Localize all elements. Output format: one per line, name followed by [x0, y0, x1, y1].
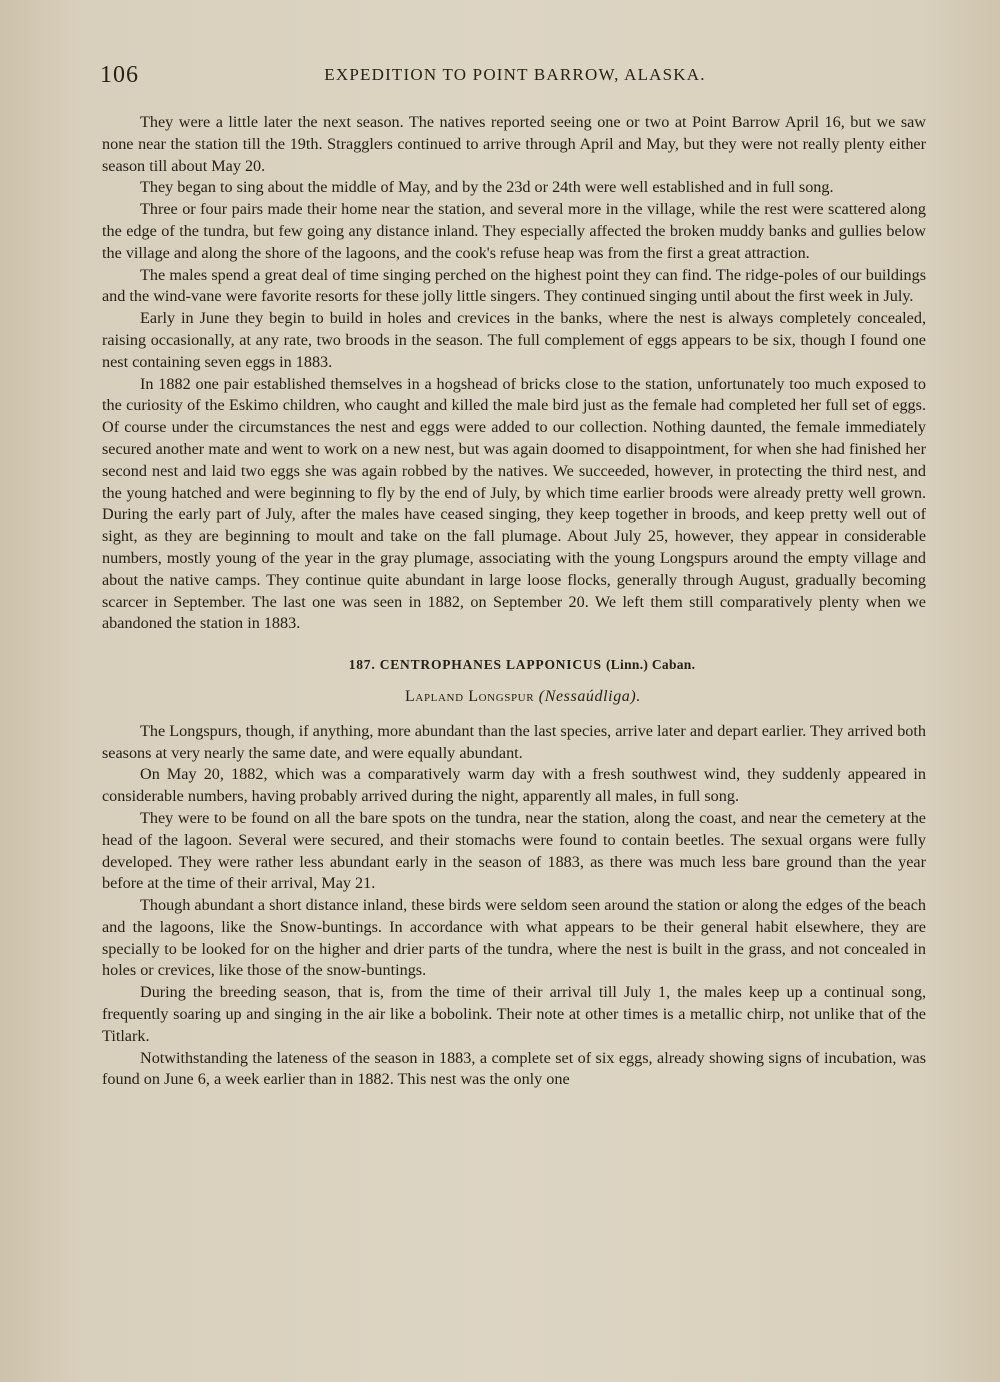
page-number: 106: [100, 62, 139, 88]
paragraph: They began to sing about the middle of May, and by the 23d or 24th were well established and in full song.: [140, 178, 834, 197]
paragraph: The males spend a great deal of time singing perched on the highest point they can find. The ridge-poles of our buildings and the wind-vane were favorite resorts for these jolly little singers. They continued singing until about the first week in July.: [102, 265, 926, 306]
paragraph: Three or four pairs made their home near the station, and several more in the village, while the rest were scattered along the edge of the tundra, but few going any distance inland. They especially affected the broken muddy banks and gullies below the village and along the shore of the lagoons, and the cook's refuse heap was from the first a great attraction.: [102, 200, 926, 262]
paragraph: In 1882 one pair established themselves in a hogshead of bricks close to the station, unfortunately too much exposed to the curiosity of the Eskimo children, who caught and killed the male bird just as the female had completed her full set of eggs. Of course under the circumstances the nest and eggs were added to our collection. Nothing daunted, the female immediately secured another mate and went to work on a new nest, but was again doomed to disappointment, for when she had finished her second nest and laid two eggs she was again robbed by the natives. We succeeded, however, in protecting the third nest, and the young hatched and were beginning to fly by the end of July, by which time earlier broods were already pretty well grown. During the early part of July, after the males have ceased singing, they keep together in broods, and keep pretty well out of sight, as they are beginning to moult and take on the fall plumage. About July 25, however, they appear in considerable numbers, mostly young of the year in the gray plumage, associating with the young Longspurs around the empty village and about the native camps. They continue quite abundant in large loose flocks, generally through August, gradually becoming scarcer in September. The last one was seen in 1882, on September 20. We left them still comparatively plenty when we abandoned the station in 1883.: [102, 374, 926, 633]
paragraph: Notwithstanding the lateness of the season in 1883, a complete set of six eggs, already showing signs of incubation, was found on June 6, a week earlier than in 1882. This nest was the only one: [102, 1048, 926, 1089]
paragraph: During the breeding season, that is, from the time of their arrival till July 1, the males keep up a continual song, frequently soaring up and singing in the air like a bobolink. Their note at other times is a metallic chirp, not unlike that of the Titlark.: [102, 983, 926, 1045]
species-authority: (Linn.) Caban.: [605, 657, 696, 673]
body-text: [102, 112, 926, 1091]
paragraph: They were a little later the next season. The natives reported seeing one or two at Point Barrow April 16, but we saw none near the station till the 19th. Stragglers continued to arrive through April and May, but they were not really plenty either season till about May 20.: [102, 113, 926, 175]
paragraph: Though abundant a short distance inland, these birds were seldom seen around the station or along the edges of the beach and the lagoons, like the Snow-buntings. In accordance with what appears to be their general habit elsewhere, they are specially to be looked for on the higher and drier parts of the tundra, where the nest is built in the grass, and not concealed in holes or crevices, like those of the snow-buntings.: [102, 896, 926, 980]
species-native-name: (Nessaúdliga).: [538, 687, 641, 705]
paragraph: The Longspurs, though, if anything, more abundant than the last species, arrive later and depart earlier. They arrived both seasons at very nearly the same date, and were equally abundant.: [102, 721, 926, 762]
paragraph: They were to be found on all the bare spots on the tundra, near the station, along the coast, and near the cemetery at the head of the lagoon. Several were secured, and their stomachs were found to contain beetles. The sexual organs were fully developed. They were rather less abundant early in the season of 1883, as there was much less bare ground than the year before at the time of their arrival, May 21.: [102, 808, 926, 893]
species-scientific-name: 187. CENTROPHANES LAPPONICUS: [348, 657, 602, 673]
running-head: EXPEDITION TO POINT BARROW, ALASKA.: [324, 65, 706, 84]
paragraph: On May 20, 1882, which was a comparatively warm day with a fresh southwest wind, they suddenly appeared in considerable numbers, having probably arrived during the night, apparently all males, in full song.: [102, 765, 926, 806]
species-common-name-line: [102, 686, 926, 708]
species-common-name: Lapland Longspur: [405, 687, 535, 705]
page-header: [100, 62, 930, 88]
paragraph: Early in June they begin to build in holes and crevices in the banks, where the nest is always completely concealed, raising occasionally, at any rate, two broods in the season. The full complement of eggs appears to be six, though I found one nest containing seven eggs in 1883.: [102, 309, 926, 371]
species-heading: [102, 654, 926, 676]
